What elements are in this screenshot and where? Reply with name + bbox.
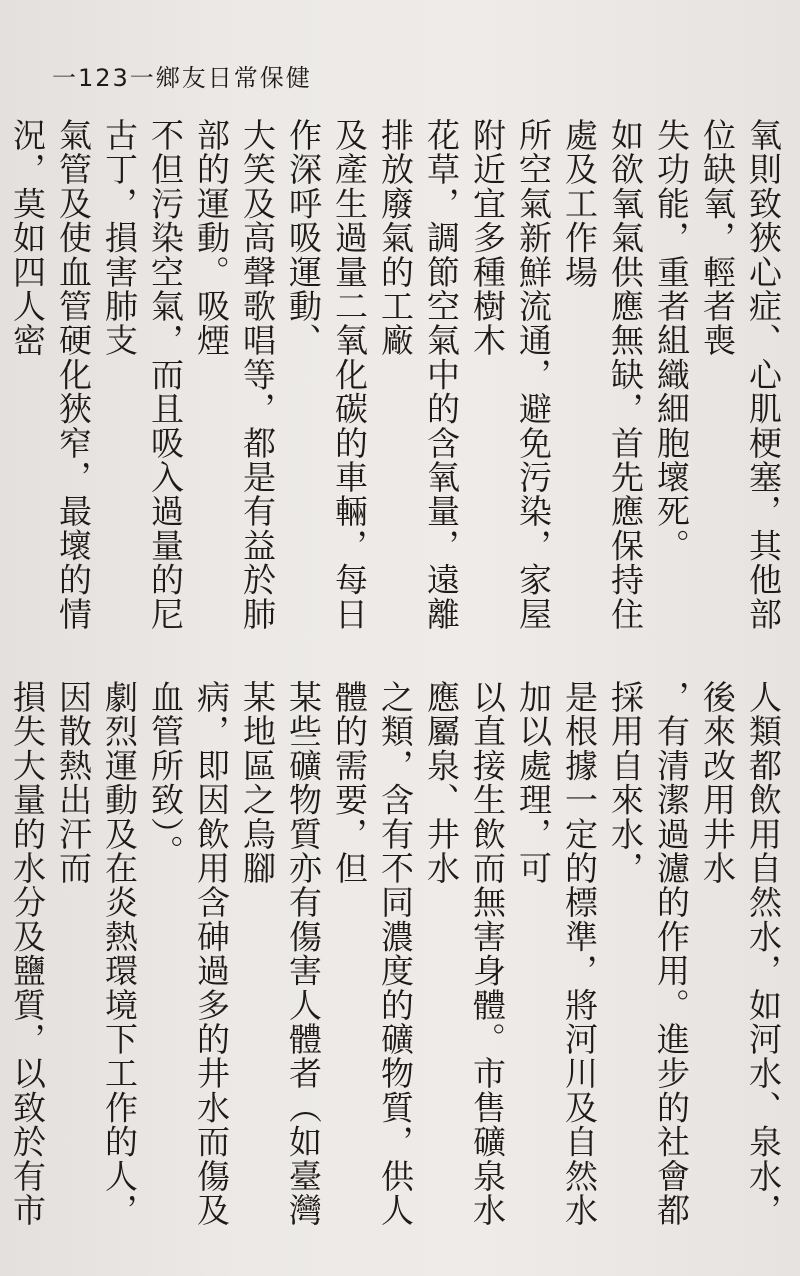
page-header: 一123一鄉友日常保健 — [52, 64, 312, 92]
text-line: 大笑及高聲歌唱等，都是有益於肺部的運動。吸煙 — [192, 118, 277, 631]
text-line: 及產生過量二氧化碳的車輛，每日作深呼吸運動、 — [284, 118, 369, 631]
text-line: 如欲氧氣供應無缺，首先應保持住處及工作場 — [560, 118, 645, 631]
text-line: 損失大量的水分及鹽質，以致於有市 — [8, 680, 47, 1228]
text-line: 失功能，重者組織細胞壞死。 — [652, 118, 691, 563]
text-block-top — [8, 118, 786, 648]
text-line: 以直接生飲而無害身體。市售礦泉水應屬泉、井水 — [422, 680, 507, 1228]
text-line: 某些礦物質亦有傷害人體者（如臺灣某地區之烏腳 — [238, 680, 323, 1228]
text-line: 劇烈運動及在炎熱環境下工作的人，因散熱出汗而 — [54, 680, 139, 1228]
text-block-bottom — [8, 680, 786, 1260]
text-line: 是根據一定的標準，將河川及自然水加以處理，可 — [514, 680, 599, 1228]
text-line: 所空氣新鮮流通，避免污染，家屋附近宜多種樹木 — [468, 118, 553, 631]
text-line: 不但污染空氣，而且吸入過量的尼古丁，損害肺支 — [100, 118, 185, 631]
text-line: ，有清潔過濾的作用。進步的社會都採用自來水， — [606, 680, 691, 1228]
text-line — [0, 118, 4, 648]
text-line: 氣管及使血管硬化狹窄，最壞的情況，莫如四人密 — [8, 118, 93, 631]
text-line: 之類，含有不同濃度的礦物質，供人體的需要，但 — [330, 680, 415, 1228]
text-line: 人類都飲用自然水，如河水、泉水，後來改用井水 — [698, 680, 783, 1228]
text-line: 病，即因飲用含砷過多的井水而傷及血管所致）。 — [146, 680, 231, 1228]
text-line: 氧則致狹心症、心肌梗塞，其他部位缺氧，輕者喪 — [698, 118, 783, 631]
text-line: 花草，調節空氣中的含氧量，遠離排放廢氣的工廠 — [376, 118, 461, 631]
